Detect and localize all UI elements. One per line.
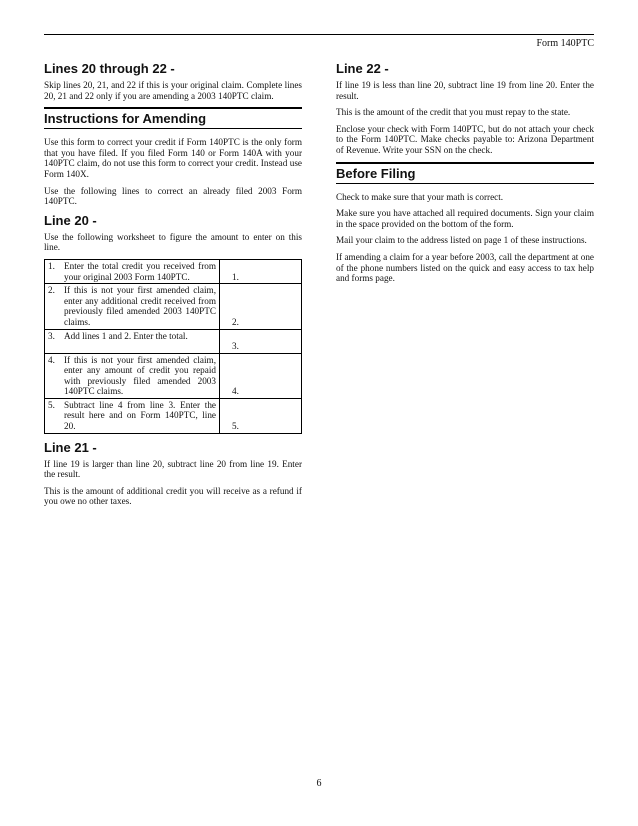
paragraph: Enclose your check with Form 140PTC, but do not attach your check to the Form 140PTC. Make checks payable to: Arizona Department of Revenue. Write your SSN on the check. — [336, 123, 594, 155]
row-text: If this is not your first amended claim, enter any amount of credit you repaid with previously filed amended 2003 140PTC claims. — [64, 354, 216, 397]
paragraph: Mail your claim to the address listed on page 1 of these instructions. — [336, 235, 587, 246]
row-text: Add lines 1 and 2. Enter the total. — [64, 330, 188, 341]
paragraph: Use the following worksheet to figure the amount to enter on this line. — [44, 231, 302, 253]
right-column — [336, 61, 594, 290]
form-name-header: Form 140PTC — [536, 38, 594, 49]
worksheet-row — [45, 329, 302, 353]
heading-lines-20-22: Lines 20 through 22 - — [44, 61, 175, 76]
row-text: Subtract line 4 from line 3. Enter the result here and on Form 140PTC, line 20. — [64, 399, 216, 432]
worksheet-row — [45, 284, 302, 329]
amount-box: 2. — [220, 284, 302, 329]
row-number: 3. — [48, 330, 55, 341]
worksheet-row — [45, 353, 302, 398]
amount-box: 5. — [220, 398, 302, 433]
worksheet-row — [45, 259, 302, 283]
heading-before-filing: Before Filing — [336, 162, 594, 184]
row-text: If this is not your first amended claim, enter any additional credit received from previously filed amended 2003 140PTC claims. — [64, 285, 216, 327]
row-number: 4. — [48, 354, 55, 365]
paragraph: Use the following lines to correct an already filed 2003 Form 140PTC. — [44, 185, 302, 207]
line-20-worksheet — [44, 259, 302, 434]
paragraph: If line 19 is less than line 20, subtract line 19 from line 20. Enter the result. — [336, 80, 594, 101]
heading-line-21: Line 21 - — [44, 439, 97, 455]
paragraph: Check to make sure that your math is correct. — [336, 191, 504, 202]
row-number: 5. — [48, 399, 55, 410]
paragraph: This is the amount of additional credit you will receive as a refund if you owe no other taxes. — [44, 485, 302, 507]
worksheet-row — [45, 398, 302, 433]
amount-box: 1. — [220, 259, 302, 283]
heading-instructions-amending: Instructions for Amending — [44, 107, 302, 129]
amount-box: 3. — [220, 329, 302, 353]
paragraph: If line 19 is larger than line 20, subtract line 20 from line 19. Enter the result. — [44, 458, 302, 480]
row-number: 2. — [48, 285, 55, 296]
paragraph: Use this form to correct your credit if Form 140PTC is the only form that you have filed. If you filed Form 140 or Form 140A with your 140PTC claim, do not use this form to correct your credit. Instead use Form 140X. — [44, 137, 302, 179]
paragraph: If amending a claim for a year before 2003, call the department at one of the phone numbers listed on the quick and easy access to tax help and forms page. — [336, 251, 594, 284]
paragraph: Make sure you have attached all required documents. Sign your claim in the space provided on the bottom of the form. — [336, 208, 594, 229]
header-rule — [44, 34, 594, 35]
row-text: Enter the total credit you received from your original 2003 Form 140PTC. — [64, 260, 216, 282]
amount-box: 4. — [220, 353, 302, 398]
row-number: 1. — [48, 260, 55, 271]
paragraph: This is the amount of the credit that you must repay to the state. — [336, 107, 571, 118]
heading-line-20: Line 20 - — [44, 212, 97, 228]
paragraph: Skip lines 20, 21, and 22 if this is your original claim. Complete lines 20, 21 and 22 only if you are amending a 2003 140PTC claim. — [44, 80, 302, 101]
page-number: 6 — [316, 778, 322, 789]
left-column — [44, 61, 302, 513]
heading-line-22: Line 22 - — [336, 61, 389, 76]
